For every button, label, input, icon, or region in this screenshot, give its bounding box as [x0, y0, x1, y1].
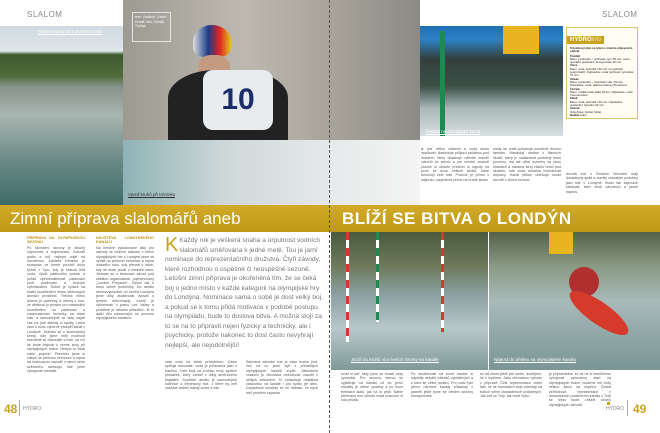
warning-sign	[503, 26, 539, 54]
gate-pole	[440, 31, 445, 136]
page-number: 48	[4, 402, 18, 416]
article-column-top-3	[566, 172, 638, 202]
hydro-label: HYDRO	[570, 37, 592, 43]
kayak-photo-lower	[123, 140, 330, 205]
section-label: SLALOM	[602, 10, 638, 19]
photo-caption: Pohled na olympijský kanál	[426, 129, 481, 134]
article-column-3	[480, 372, 542, 408]
column-text: místy se voda pohybuje poměrně dlouho tamtam. Následují drobné z hlavních skoků, který je nadlaminál podobný tomu prvnímu, má ale větší rozměry na obou stranách a oskama stroj válcův hned pod skokem, kde voda dosáhla mohutnosti dopravy. Kanál přitom ulehčuje kuráž dovnitř v cílové rovince.	[493, 147, 561, 182]
article-column-2	[96, 236, 154, 402]
end-mark-icon	[607, 402, 610, 405]
article-column-top-1	[421, 147, 489, 202]
divider	[627, 400, 628, 416]
kayak	[564, 284, 634, 342]
column-heading: NÁVŠTĚVA LONDÝNSKÉHO KANÁLU	[96, 236, 154, 245]
london-canal-photo	[420, 26, 563, 136]
article-column-2	[411, 372, 473, 408]
column-text: je trať velice vrtáními a voda skoro nepůsobí. Následuje průjezd začátkou pod mostem, který obsahuje několik mandlí vdechů za sebou a pro mnohé značně pustne si období přeživší si najedy na první ze dvou větších skoků, které dominují celé trati. Protože je přímo v nájezdu, rozjedeme přímo na hraně skoku	[421, 147, 489, 182]
column-text: Po skutečnosti na konci kanálu si naplnila několik válečků vyleštěných a z toho se velké podání. Pro vodu tyto přímo náročné kanály zůstávají v paměti ještě jsme se během sezóny nezapomněli.	[411, 372, 473, 399]
divider	[19, 400, 20, 416]
day-item: Pondělí Ráno: posilování – rychlostní opt./ 60 min, večer: speciální posilování, kompenzace 30 min.	[570, 53, 631, 65]
article-column-1	[27, 236, 85, 402]
photo-caption: Nájezd do přeletu na olympijském kanálu	[494, 357, 577, 362]
page-spine	[329, 0, 330, 433]
column-text: Po skončení sezony je dlouhý odpočinek a regenerace. Zahodit pádlo a loď, nejlépe odjet na dovolenou. Začátek tréninku je rozepsán ve formě prvních dvou týdnů v Tyru, kdy je krásná bílá voda. Vyuití pádlového počasí a pořád upřednostňovat pádlování proti posilování a hrubým vytrvalostem. Dobré je vyrazit na kratší soustředění mimo stereotypní domácí prostředí. Trénink mimo domov je potřebný a účinný v tom, že většinou je prostor pro maximální soustředění na pádlování a zdokonalování techniky na dané trati, a samozřejmě se tady najde čas na jiné aktivity a sporty. Letos nám k tomu výborně prospěl kanál v Londýně. Jednalo se o dlouhodobý kemp, kdy jsme měli možnost seznámit se dokonale s tratí, na níž se bude bojovat o cenné kovy při olympijských hrách. Nebylo to však naše „poprvé“. Premiéru jsme si odbyli na přelomu července a srpna na testovacím závodě v rámci série světového rankingu, kde jsme vybojovali medaile.	[27, 245, 85, 374]
kayaker-photo	[123, 0, 420, 140]
lede-text: Každý rok je veškerá snaha a urputnost vodních slalomářů směřována k jedné metě. Tou je jarní nominace do reprezentačního družstva. Čtyři závody, které rozhodnou o úspěšné či neúspěšné sezoně. Letošní zimní příprava je okořeněná tím, že se čeká boj o jedno místo v každé kategorii na olympijské hry do Londýna. Nominace sama o sobě je dost velký boj, a pokud se k tomu přidá motivace v podobě postupu na olympiádu, bude to doslova bitva. A možná stojí za to se na to připravit nejen fyzicky a technicky, ale i psychicky, protože nakonec to dost často nevyhrají nejlepší, ale nejodolnější!	[165, 237, 323, 349]
gate-pole	[346, 232, 349, 342]
column-text: Na čerstvě vybudované akci pro závody ve vodním slalomu v rámci olympijských her v Londýně jsme se vydali na přelomu července a srpna loňského roku, kdy přesně v době, kdy se bude jezdit o medaile letos. Jednalo se o testovací závod pod záštitou organizátorů, pojmenovaný „London Prepares“. Závod dal k tomu dobré podmínky. Do areálu severovýchodně od centra Londýna jsme díky zkušenosti vyrazili s týmem dohromady. Kanál je vybudován v parku Lee Valley a prostředí je vskutku přitažlivé. Je to další dílo nasouvající se procesu olympijského stadionu.	[96, 245, 154, 321]
day-item: Středa Ráno: posilování – maximální síla / 60 min, Odpoledne: voda, délkové tratě do 80 sekund.	[570, 76, 628, 88]
column-text: vala vodu na lístek průtokohou. Úžasí splňuje dokonale, voda je průzračná jako v bazénu. Celé stojí za zmínku nový systém překážek, který vzešel z dílny amerického kajakáře. Součástí areálu je samozřejmě loděnice a tréninkový trať, z které by měl urážlivě vedení každý vodní s nás.	[165, 360, 237, 391]
article-column-top-2	[493, 147, 561, 202]
hydro-info-box	[566, 27, 638, 119]
photo-caption: Vjezd kruhů při tréninku	[128, 192, 176, 197]
photo-caption: Pohled na kanál z jevního modu	[38, 29, 103, 34]
headline-part2: BLÍŽÍ SE BITVA O LONDÝN	[342, 209, 572, 228]
article-column-4	[246, 360, 318, 405]
page-number: 49	[633, 402, 647, 416]
day-item: Úterý Ráno: voda, technika / 60 min, na úpatních podmínkách, Odpoledne: voda rychlostní vytrvalost 70 min.	[570, 63, 634, 78]
credits-box: text: Vladimír „Vlaro“ Hradil; foto: Tomáš Tlučhá	[132, 12, 171, 42]
article-column-4	[549, 372, 611, 407]
headline-band	[0, 205, 660, 232]
column-heading: PŘÍPRAVA NA OLYMPIJSKOU SEZONU	[27, 236, 85, 245]
lede-paragraph	[165, 236, 323, 358]
magazine-name: HYDRO	[23, 406, 42, 412]
info-label: info	[591, 37, 602, 43]
training-plan-intro: Tréninkový plán na týden v zimním přípravném období	[570, 46, 633, 54]
canal-photo	[0, 26, 123, 205]
kayaker-action-photo	[489, 232, 660, 370]
magazine-name: HYDRO	[606, 406, 625, 412]
helmet	[193, 25, 231, 57]
article-column-1	[341, 372, 403, 408]
kayak-photo-right	[330, 140, 420, 205]
section-label: SLALOM	[27, 10, 63, 19]
day-item: Čtvrtek Ráno: vzdálá voda/ délky 30 km, Odpoledne: voda / kompenzace.	[570, 86, 633, 98]
slalom-gates-photo	[331, 232, 488, 370]
headline-part1: Zimní příprava slalomářů aneb	[10, 209, 241, 228]
race-bib: 10	[203, 70, 273, 130]
day-item: Pátek Ráno: voda, technika / 60 min, Odpoledne: posilování, lyžování 30 min.	[570, 96, 624, 108]
drop-cap: K	[165, 234, 179, 256]
column-text: toval si trať, tady jsem se musel vždy vyzvedat. Pro sezonu, kterou se vyjadřuje na kanálu už do první začátky je velice vydatný a po dvou třetinách stačí, jak na to přijít. Náhle přehnaný bez ohledu malá pracovní či síla přívalu.	[341, 372, 403, 403]
day-item: Neděle volno	[570, 112, 587, 117]
gate-pole	[441, 232, 444, 332]
gate-pole	[376, 232, 379, 322]
column-text: je připravitelná, že až už si nemůžeme vybojovat vytoužený start na olympijských hrách, budeme mít vždy velkou šanci na úspěch. Česká žebříčková reprezentace v dosavadních podzimcích kanálu v Tróji se letos bude chlubit stovky olympijských závodů.	[549, 372, 611, 407]
photo-caption: Jezdí do kruhů více lesích stromy na kanále	[351, 357, 439, 362]
hydro-info-title	[567, 36, 604, 44]
column-text: se dá čekat ještě pár změn, doufejme, že k lepšímu. Jako obrovskou výhodu v přípravě Češi reprezentace vidím fakt, že se nominační boje odehrají na tratích velmi charakterově podobných. Jak trať ve Tróji, tak nově výbu.	[480, 372, 542, 399]
column-text: Samotná závodní trať je zase trochu jiná, než na co jsme byli z předešlých olympijských kanálů zvyklí. Základním znakem je obrovská mohutnost mandlí v užitých sektorech. To způsobuje nestálost válcovitou na kanále i pro hydro jet dění. Dopadnout mnohdy se mi nestalo, že bych měl problém zaparna.	[246, 360, 318, 395]
column-text: dovolá trať v Českém Vrbovém mají dostatečný spád a domitý charakter podobný jako trať v Londýně. Budu tak zajímavé sledovat, kteří čeští závodníci a jasně napros.	[566, 172, 638, 194]
hydro-info-content	[567, 46, 637, 128]
day-item: Sobota Odpočinek, florbal, fotbal	[570, 106, 601, 114]
warning-sign	[549, 232, 573, 254]
article-column-3	[165, 360, 237, 405]
